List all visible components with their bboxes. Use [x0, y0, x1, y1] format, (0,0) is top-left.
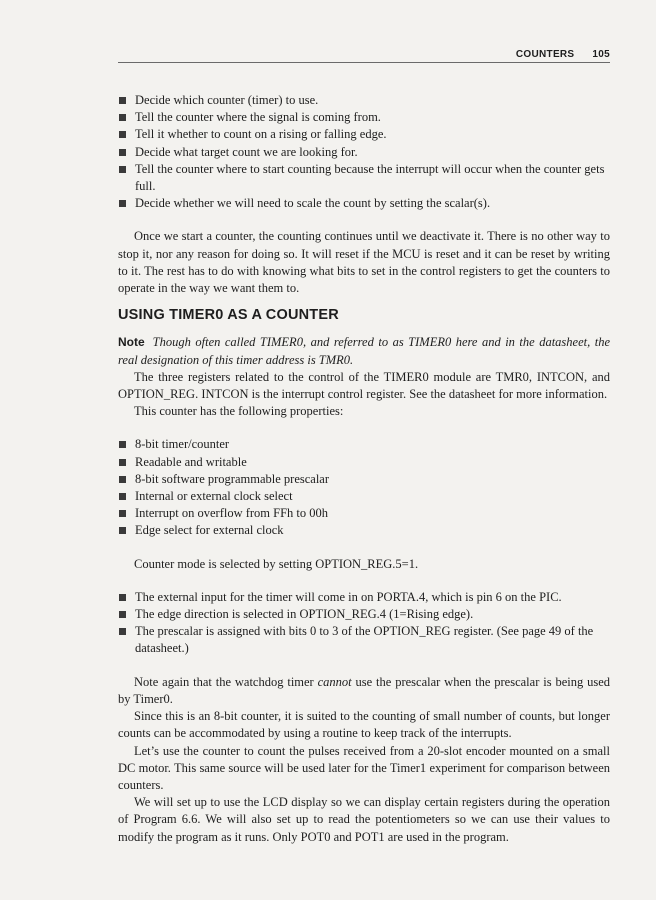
list-item	[118, 589, 610, 606]
counter-properties-list	[118, 436, 610, 539]
section-heading: USING TIMER0 AS A COUNTER	[118, 307, 339, 324]
paragraph: Once we start a counter, the counting continues until we deactivate it. There is no other way to stop it, nor any reason for doing so. It will reset if the MCU is reset and it can be reset by writing to it. The rest has to do with knowing what bits to set in the control registers to get the counters to operate in the way we want them to.	[118, 229, 610, 296]
list-item-text: Tell it whether to count on a rising or falling edge.	[135, 127, 387, 142]
list-item-text: The edge direction is selected in OPTION_REG.4 (1=Rising edge).	[135, 607, 474, 622]
list-item-text: 8-bit software programmable prescalar	[135, 471, 330, 486]
square-bullet-icon	[119, 527, 126, 534]
configuration-list	[118, 589, 610, 658]
note-paragraph	[118, 334, 610, 368]
page-body	[118, 92, 610, 846]
running-header	[118, 46, 610, 63]
paragraph-text: use the prescalar when the prescalar is being used by Timer0.	[118, 674, 611, 706]
list-item	[118, 436, 610, 453]
list-item-text: Readable and writable	[135, 454, 247, 469]
square-bullet-icon	[119, 459, 126, 466]
list-item-text: The external input for the timer will come in on PORTA.4, which is pin 6 on the PIC.	[135, 589, 562, 604]
list-item	[118, 471, 610, 488]
square-bullet-icon	[119, 476, 126, 483]
square-bullet-icon	[119, 611, 126, 618]
paragraph: Counter mode is selected by setting OPTION_REG.5=1.	[134, 556, 419, 571]
list-item-text: Decide whether we will need to scale the count by setting the scalar(s).	[135, 196, 491, 211]
list-item	[118, 144, 610, 161]
paragraph: We will set up to use the LCD display so we can display certain registers during the operation of Program 6.6. We will also set up to read the potentiometers so we can use their values to modify the program as it runs. Only POT0 and POT1 are used in the program.	[118, 795, 610, 844]
note-text: Though often called TIMER0, and referred to as TIMER0 here and in the datasheet, the real designation of this timer address is TMR0.	[118, 335, 610, 367]
paragraph: Let’s use the counter to count the pulses received from a 20-slot encoder mounted on a small DC motor. This same source will be used later for the Timer1 experiment for comparison between counters.	[118, 743, 610, 792]
list-item	[118, 488, 610, 505]
list-item	[118, 454, 610, 471]
list-item-text: Internal or external clock select	[135, 489, 293, 504]
square-bullet-icon	[119, 493, 126, 500]
list-item	[118, 505, 610, 522]
list-item	[118, 92, 610, 109]
square-bullet-icon	[119, 114, 126, 121]
square-bullet-icon	[119, 166, 126, 173]
list-item	[118, 623, 610, 657]
square-bullet-icon	[119, 594, 126, 601]
list-item-text: Interrupt on overflow from FFh to 00h	[135, 506, 329, 521]
square-bullet-icon	[119, 510, 126, 517]
square-bullet-icon	[119, 628, 126, 635]
list-item	[118, 161, 610, 195]
list-item-text: Decide which counter (timer) to use.	[135, 93, 319, 107]
paragraph: Since this is an 8-bit counter, it is suited to the counting of small number of counts, but longer counts can be accommodated by using a routine to keep track of the interrupts.	[118, 709, 610, 741]
list-item	[118, 606, 610, 623]
list-item-text: Decide what target count we are looking for.	[135, 144, 358, 159]
counter-steps-list	[118, 92, 610, 212]
paragraph: The three registers related to the control of the TIMER0 module are TMR0, INTCON, and OPTION_REG. INTCON is the interrupt control register. See the datasheet for more information.	[118, 369, 610, 402]
list-item	[118, 109, 610, 126]
page-number: 105	[592, 49, 610, 60]
square-bullet-icon	[119, 200, 126, 207]
list-item-text: Tell the counter where to start counting because the interrupt will occur when the counter gets full.	[135, 161, 605, 194]
emphasis-text: cannot	[317, 674, 352, 689]
list-item	[118, 522, 610, 539]
list-item-text: 8-bit timer/counter	[135, 437, 230, 452]
paragraph: This counter has the following properties:	[134, 404, 344, 419]
square-bullet-icon	[119, 441, 126, 448]
list-item	[118, 195, 610, 212]
square-bullet-icon	[119, 131, 126, 138]
list-item-text: Edge select for external clock	[135, 523, 284, 538]
list-item-text: Tell the counter where the signal is coming from.	[135, 110, 381, 125]
list-item	[118, 126, 610, 143]
section-name: COUNTERS	[515, 49, 575, 60]
paragraph	[118, 674, 610, 708]
paragraph-text: Note again that the watchdog timer	[134, 674, 318, 689]
list-item-text: The prescalar is assigned with bits 0 to 3 of the OPTION_REG register. (See page 49 of the datasheet.)	[135, 624, 594, 656]
note-label: Note	[118, 335, 145, 350]
square-bullet-icon	[119, 97, 126, 104]
square-bullet-icon	[119, 149, 126, 156]
